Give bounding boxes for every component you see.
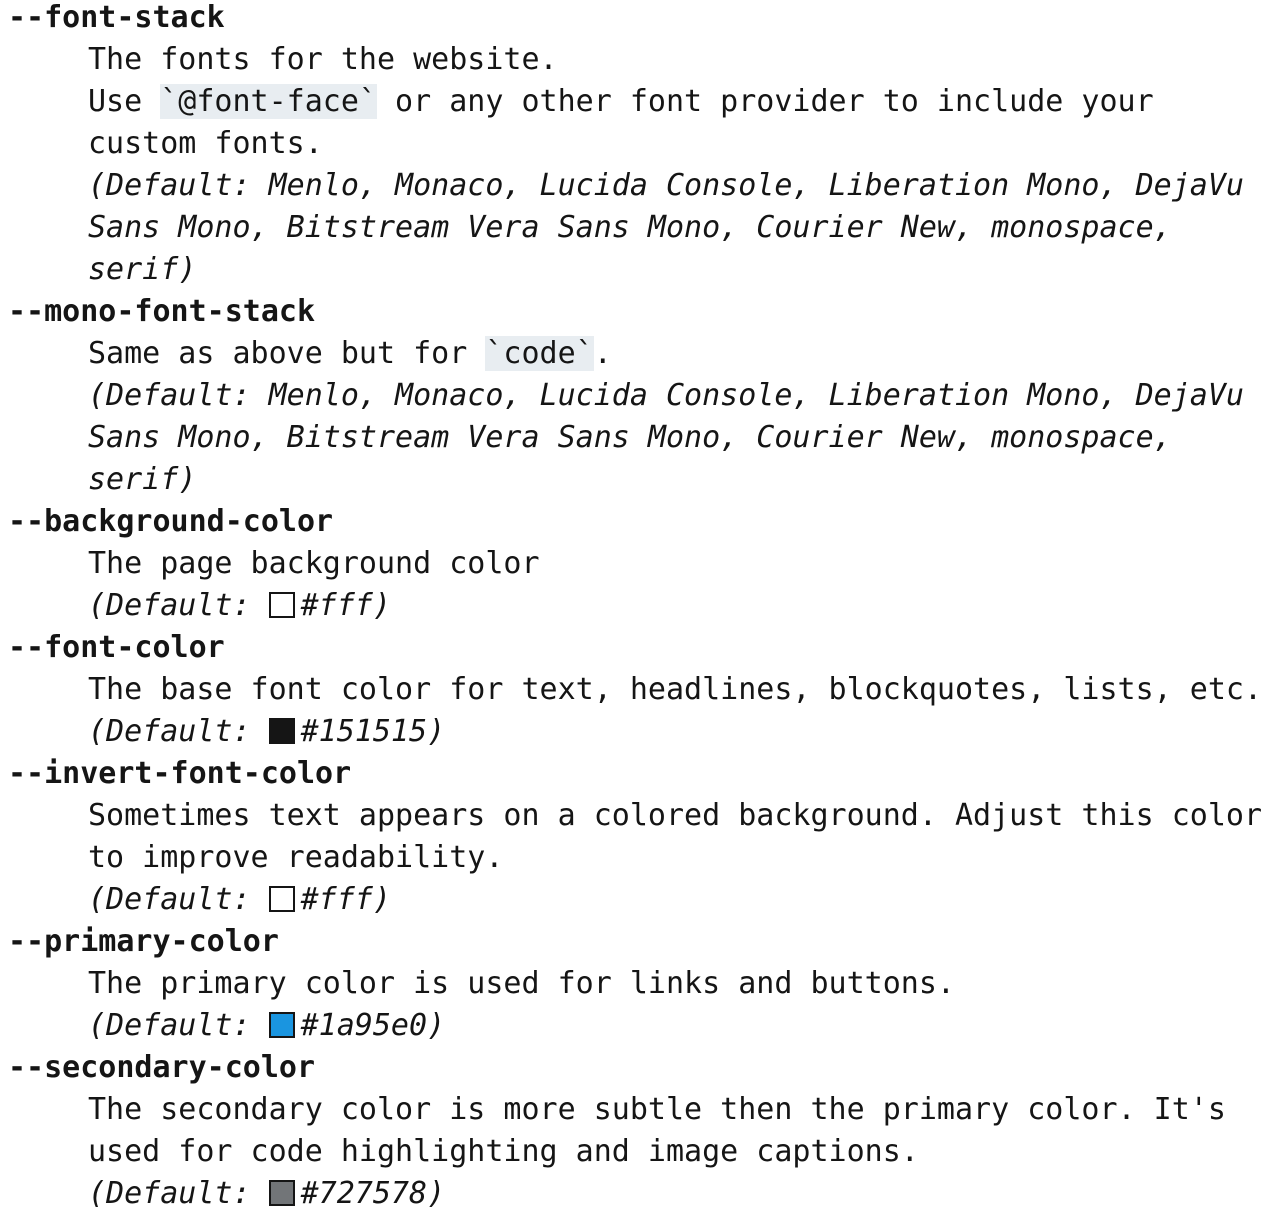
variable-name: --mono-font-stack (8, 294, 316, 329)
description-text: Same as above but for (88, 336, 486, 371)
inline-code: `code` (485, 336, 594, 371)
description-paragraph (88, 39, 1268, 81)
default-prefix: (Default: (88, 168, 269, 203)
default-value-line (88, 165, 1268, 291)
default-value: #fff (300, 588, 373, 623)
default-suffix: ) (427, 1176, 446, 1211)
description-text: or any other font provider to include your custom fonts. (88, 84, 1154, 161)
variable-description (88, 39, 1268, 291)
default-suffix: ) (372, 882, 391, 917)
color-swatch (269, 1012, 295, 1038)
default-value-line (88, 1005, 1268, 1047)
default-prefix: (Default: (88, 1008, 269, 1043)
default-value-line (88, 1173, 1268, 1215)
description-text: The primary color is used for links and buttons. (88, 966, 955, 1001)
variable-description (88, 795, 1268, 921)
inline-code: `@font-face` (160, 84, 377, 119)
color-swatch (269, 718, 295, 744)
description-paragraph (88, 669, 1268, 711)
variable-name: --font-color (8, 630, 225, 665)
description-text: Sometimes text appears on a colored background. Adjust this color to improve readability. (88, 798, 1262, 875)
default-value: #151515 (300, 714, 428, 749)
default-suffix: ) (178, 252, 197, 287)
description-text: The page background color (88, 546, 540, 581)
default-prefix: (Default: (88, 714, 269, 749)
variable-description (88, 543, 1268, 627)
variable-name: --font-stack (8, 0, 225, 35)
default-value-line (88, 711, 1268, 753)
variable-name: --secondary-color (8, 1050, 316, 1085)
variable-description (88, 669, 1268, 753)
default-value-line (88, 585, 1268, 627)
default-suffix: ) (427, 714, 446, 749)
default-prefix: (Default: (88, 1176, 269, 1211)
default-value: #fff (300, 882, 373, 917)
description-paragraph (88, 543, 1268, 585)
default-value-line (88, 879, 1268, 921)
description-paragraph (88, 1089, 1268, 1173)
color-swatch (269, 592, 295, 618)
variable-name: --background-color (8, 504, 334, 539)
description-text: The secondary color is more subtle then the primary color. It's used for code highlighting and image captions. (88, 1092, 1226, 1169)
default-suffix: ) (178, 462, 197, 497)
default-prefix: (Default: (88, 882, 269, 917)
color-swatch (269, 1180, 295, 1206)
default-value: #727578 (300, 1176, 428, 1211)
default-suffix: ) (427, 1008, 446, 1043)
default-value: Menlo, Monaco, Lucida Console, Liberation Mono, DejaVu Sans Mono, Bitstream Vera Sans Mono, Courier New, monospace, serif (88, 378, 1244, 497)
default-value: #1a95e0 (300, 1008, 428, 1043)
description-text: The base font color for text, headlines, blockquotes, lists, etc. (88, 672, 1262, 707)
variable-description (88, 963, 1268, 1047)
default-value-line (88, 375, 1268, 501)
default-prefix: (Default: (88, 588, 269, 623)
variable-name: --invert-font-color (8, 756, 352, 791)
description-paragraph (88, 333, 1268, 375)
default-value: Menlo, Monaco, Lucida Console, Liberation Mono, DejaVu Sans Mono, Bitstream Vera Sans Mono, Courier New, monospace, serif (88, 168, 1244, 287)
variable-description (88, 333, 1268, 501)
variable-name: --primary-color (8, 924, 279, 959)
description-paragraph (88, 795, 1268, 879)
description-text: . (593, 336, 612, 371)
css-variables-list (8, 0, 1278, 1215)
description-text: Use (88, 84, 161, 119)
description-text: The fonts for the website. (88, 42, 558, 77)
default-prefix: (Default: (88, 378, 269, 413)
description-paragraph (88, 963, 1268, 1005)
description-paragraph (88, 81, 1268, 165)
variable-description (88, 1089, 1268, 1215)
color-swatch (269, 886, 295, 912)
default-suffix: ) (372, 588, 391, 623)
